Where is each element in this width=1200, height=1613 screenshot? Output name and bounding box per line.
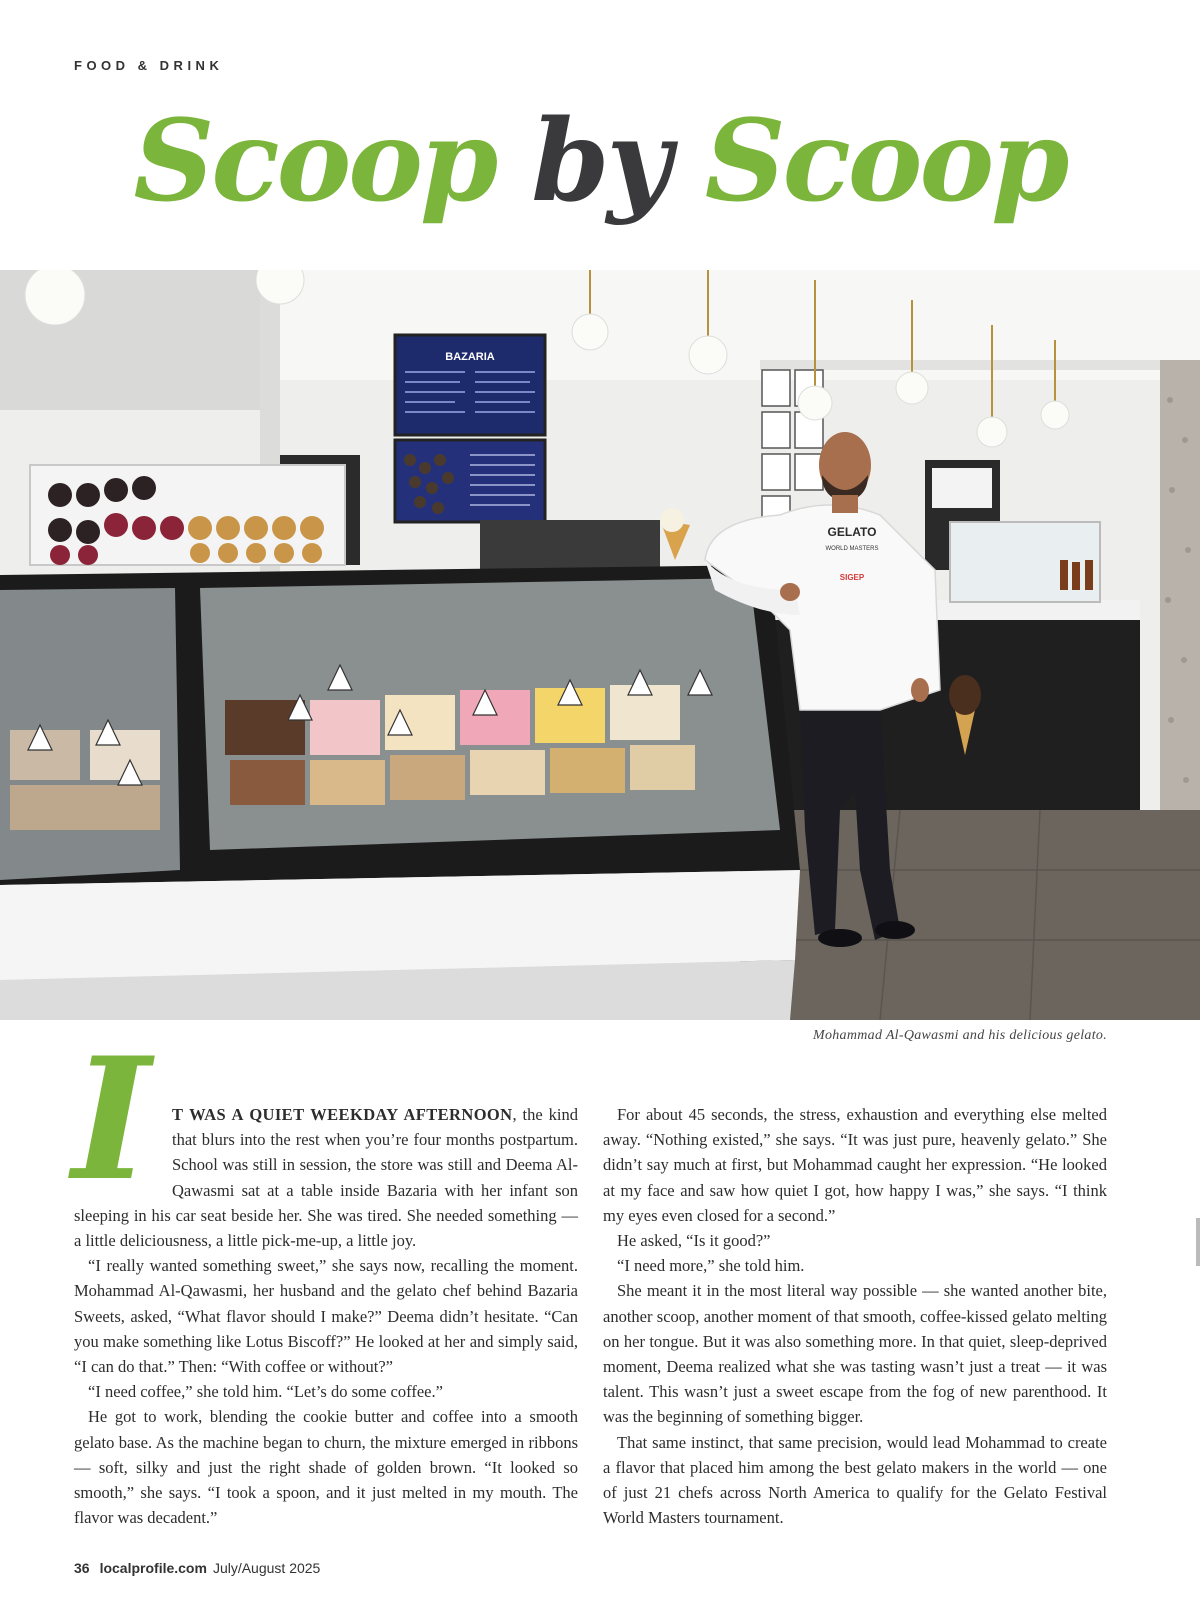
paragraph-text: , the kind that blurs into the rest when you’re four months postpartum. School was still in session, the store was still and Deema Al-Qawasmi sat at a table inside Bazaria with her infant son sleeping in his car seat beside her. She was tired. She needed something — a little deliciousness, a little pick-me-up, a little joy. xyxy=(74,1105,578,1251)
page-footer xyxy=(74,1560,320,1576)
article-column-right xyxy=(603,1102,1107,1530)
article-column-left xyxy=(72,1020,578,1530)
site-link[interactable]: localprofile.com xyxy=(99,1560,207,1576)
headline-word-2: by xyxy=(531,96,669,227)
cone-display xyxy=(30,465,345,565)
article-paragraph: For about 45 seconds, the stress, exhaustion and everything else melted away. “Nothing existed,” she says. “It was just pure, heavenly gelato.” She didn’t say much at first, but Mohammad caught her expression. “He looked at my face and saw how quiet I got, how happy I was,” she says. “I think my eyes even closed for a second.” xyxy=(603,1105,1107,1225)
hero-photo xyxy=(0,270,1200,1020)
headline xyxy=(0,92,1200,232)
page-number: 36 xyxy=(74,1560,90,1576)
headline-word-3: Scoop xyxy=(704,96,1067,227)
article-paragraph xyxy=(72,1020,578,1253)
article-paragraph: “I really wanted something sweet,” she says now, recalling the moment. Mohammad Al-Qawasmi, her husband and the gelato chef behind Bazaria Sweets, asked, “What flavor should I make?” Deema didn’t hesitate. “Can you make something like Lotus Biscoff?” He looked at her and simply said, “I can do that.” Then: “With coffee or without?” xyxy=(74,1256,578,1377)
article-paragraph: She meant it in the most literal way possible — she wanted another bite, another scoop, another moment of that smooth, coffee-kissed gelato melting on her tongue. But it was also something more. In that quiet, sleep-deprived moment, Deema realized what she was tasting wasn’t just a treat — it was talent. This wasn’t just a sweet escape from the fog of new parenthood. It was the beginning of something bigger. xyxy=(603,1281,1107,1427)
gelato-display-case xyxy=(0,508,800,1020)
article-paragraph: “I need more,” she told him. xyxy=(617,1256,805,1276)
menu-screen xyxy=(395,335,545,522)
svg-text:WORLD MASTERS: WORLD MASTERS xyxy=(825,546,879,552)
lead-in: T WAS A QUIET WEEKDAY AFTERNOON xyxy=(172,1105,513,1124)
photo-caption: Mohammad Al-Qawasmi and his delicious gelato. xyxy=(812,1028,1107,1043)
headline-word-1: Scoop xyxy=(133,96,496,227)
article-paragraph: He got to work, blending the cookie butter and coffee into a smooth gelato base. As the machine began to churn, the mixture emerged in ribbons — soft, silky and just the right shade of golden brown. “It looked so smooth,” she says. “I took a spoon, and it just melted in my mouth. The flavor was decadent.” xyxy=(74,1407,578,1528)
article-paragraph: He asked, “Is it good?” xyxy=(617,1231,771,1251)
issue-date: July/August 2025 xyxy=(212,1560,321,1576)
svg-text:BAZARIA: BAZARIA xyxy=(445,351,495,363)
drop-cap: I xyxy=(72,1020,151,1218)
svg-text:SIGEP: SIGEP xyxy=(839,573,865,582)
article-paragraph: “I need coffee,” she told him. “Let’s do some coffee.” xyxy=(88,1382,443,1402)
svg-text:GELATO: GELATO xyxy=(827,525,877,539)
section-label: FOOD & DRINK xyxy=(74,58,224,73)
article-paragraph: That same instinct, that same precision, would lead Mohammad to create a flavor that placed him among the best gelato makers in the world — one of just 21 chefs across North America to qualify for the Gelato Festival World Masters tournament. xyxy=(603,1432,1107,1528)
page-edge-marker xyxy=(1196,1218,1200,1266)
